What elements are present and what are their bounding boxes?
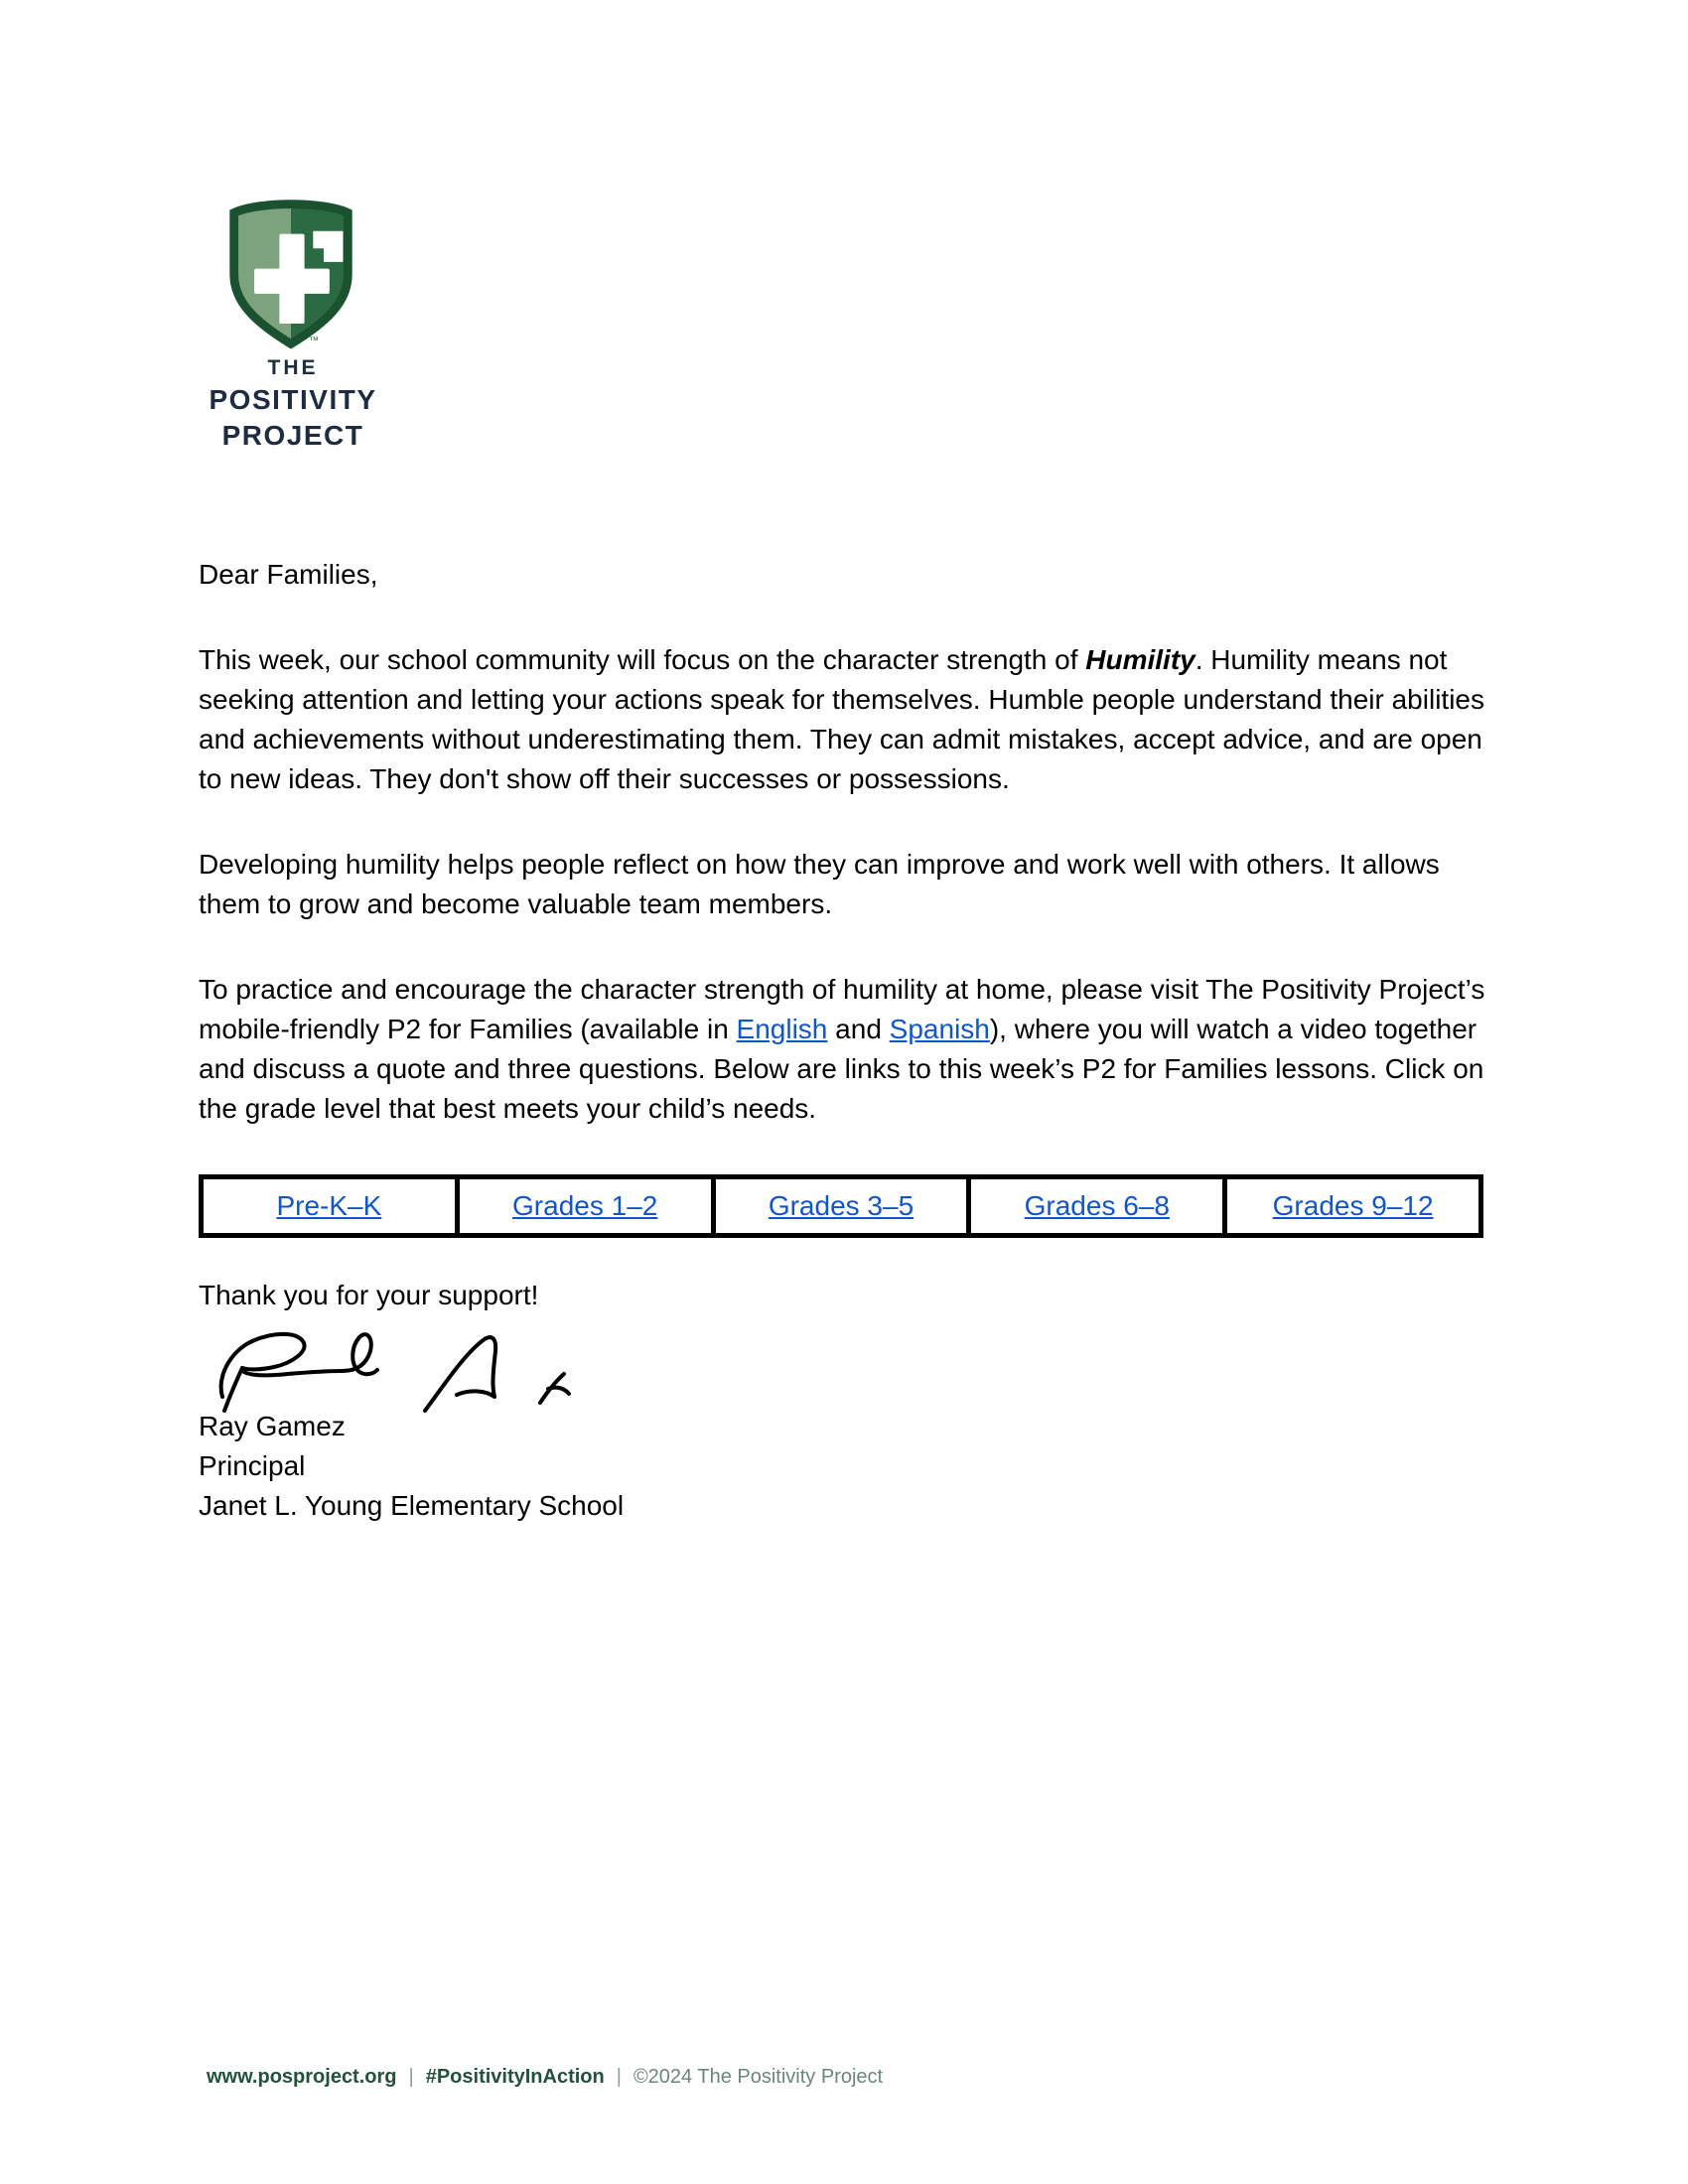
grade-cell-3-5 <box>713 1177 969 1236</box>
brand-line-project: PROJECT <box>221 420 364 451</box>
trademark-symbol: ™ <box>309 336 319 346</box>
footer-copyright: ©2024 The Positivity Project <box>633 2066 884 2088</box>
para1-text-after: . Humility means not seeking attention and letting your actions speak for themselves. Humble people understand their abilities and achievements without underestimating them. They can admit mistakes, accept advice, and are open to new ideas. They don't show off their successes or possessions. <box>199 644 1484 794</box>
grade-links-table <box>199 1174 1483 1238</box>
grade-link-3-5[interactable]: Grades 3–5 <box>768 1190 914 1221</box>
letter-body <box>199 555 1491 1526</box>
footer-separator-1: | <box>408 2066 414 2088</box>
closing-thanks: Thank you for your support! <box>199 1280 539 1310</box>
grade-cell-6-8 <box>969 1177 1225 1236</box>
paragraph-p2-families <box>199 970 1491 1129</box>
grade-link-9-12[interactable]: Grades 9–12 <box>1272 1190 1434 1221</box>
link-english[interactable]: English <box>736 1014 828 1044</box>
shield-plus-icon-svg <box>223 199 358 349</box>
signer-title: Principal <box>199 1450 306 1481</box>
paragraph-humility-intro <box>199 640 1491 799</box>
grade-cell-prek-k <box>202 1177 458 1236</box>
grade-links-row <box>202 1177 1481 1236</box>
signer-name: Ray Gamez <box>199 1411 346 1441</box>
signature-image <box>199 1321 1491 1407</box>
link-spanish[interactable]: Spanish <box>889 1014 990 1044</box>
para1-text-before: This week, our school community will focus on the character strength of <box>199 644 1086 675</box>
footer-website: www.posproject.org <box>207 2066 397 2088</box>
salutation: Dear Families, <box>199 559 378 590</box>
footer-separator-2: | <box>616 2066 622 2088</box>
brand-line-positivity: POSITIVITY <box>209 384 377 415</box>
grade-link-prek-k[interactable]: Pre-K–K <box>276 1190 382 1221</box>
para3-text-1: To practice and encourage the character strength of humility at home, please visit The Positivity Project’s mobile-friendly P2 for Families (available in <box>199 974 1485 1044</box>
para3-text-2: and <box>827 1014 890 1044</box>
grade-link-1-2[interactable]: Grades 1–2 <box>512 1190 658 1221</box>
grade-cell-1-2 <box>457 1177 713 1236</box>
footer-hashtag: #PositivityInAction <box>425 2066 605 2088</box>
shield-plus-icon <box>194 199 392 349</box>
signature-strokes <box>201 1319 598 1429</box>
humility-strength-emphasis: Humility <box>1085 644 1196 675</box>
brand-line-the: THE <box>267 356 319 379</box>
page-footer <box>207 2063 883 2091</box>
paragraph-humility-benefits: Developing humility helps people reflect on how they can improve and work well with others. It allows them to grow and become valuable team members. <box>199 849 1440 919</box>
signer-school: Janet L. Young Elementary School <box>199 1490 625 1521</box>
grade-link-6-8[interactable]: Grades 6–8 <box>1024 1190 1170 1221</box>
positivity-project-logo <box>194 199 392 450</box>
para3-text-3: ), where you will watch a video together and discuss a quote and three questions. Below are links to this week’s P2 for Families lessons. Click on the grade level that best meets your child’s needs. <box>199 1014 1484 1124</box>
brand-wordmark <box>194 357 392 450</box>
grade-cell-9-12 <box>1225 1177 1481 1236</box>
